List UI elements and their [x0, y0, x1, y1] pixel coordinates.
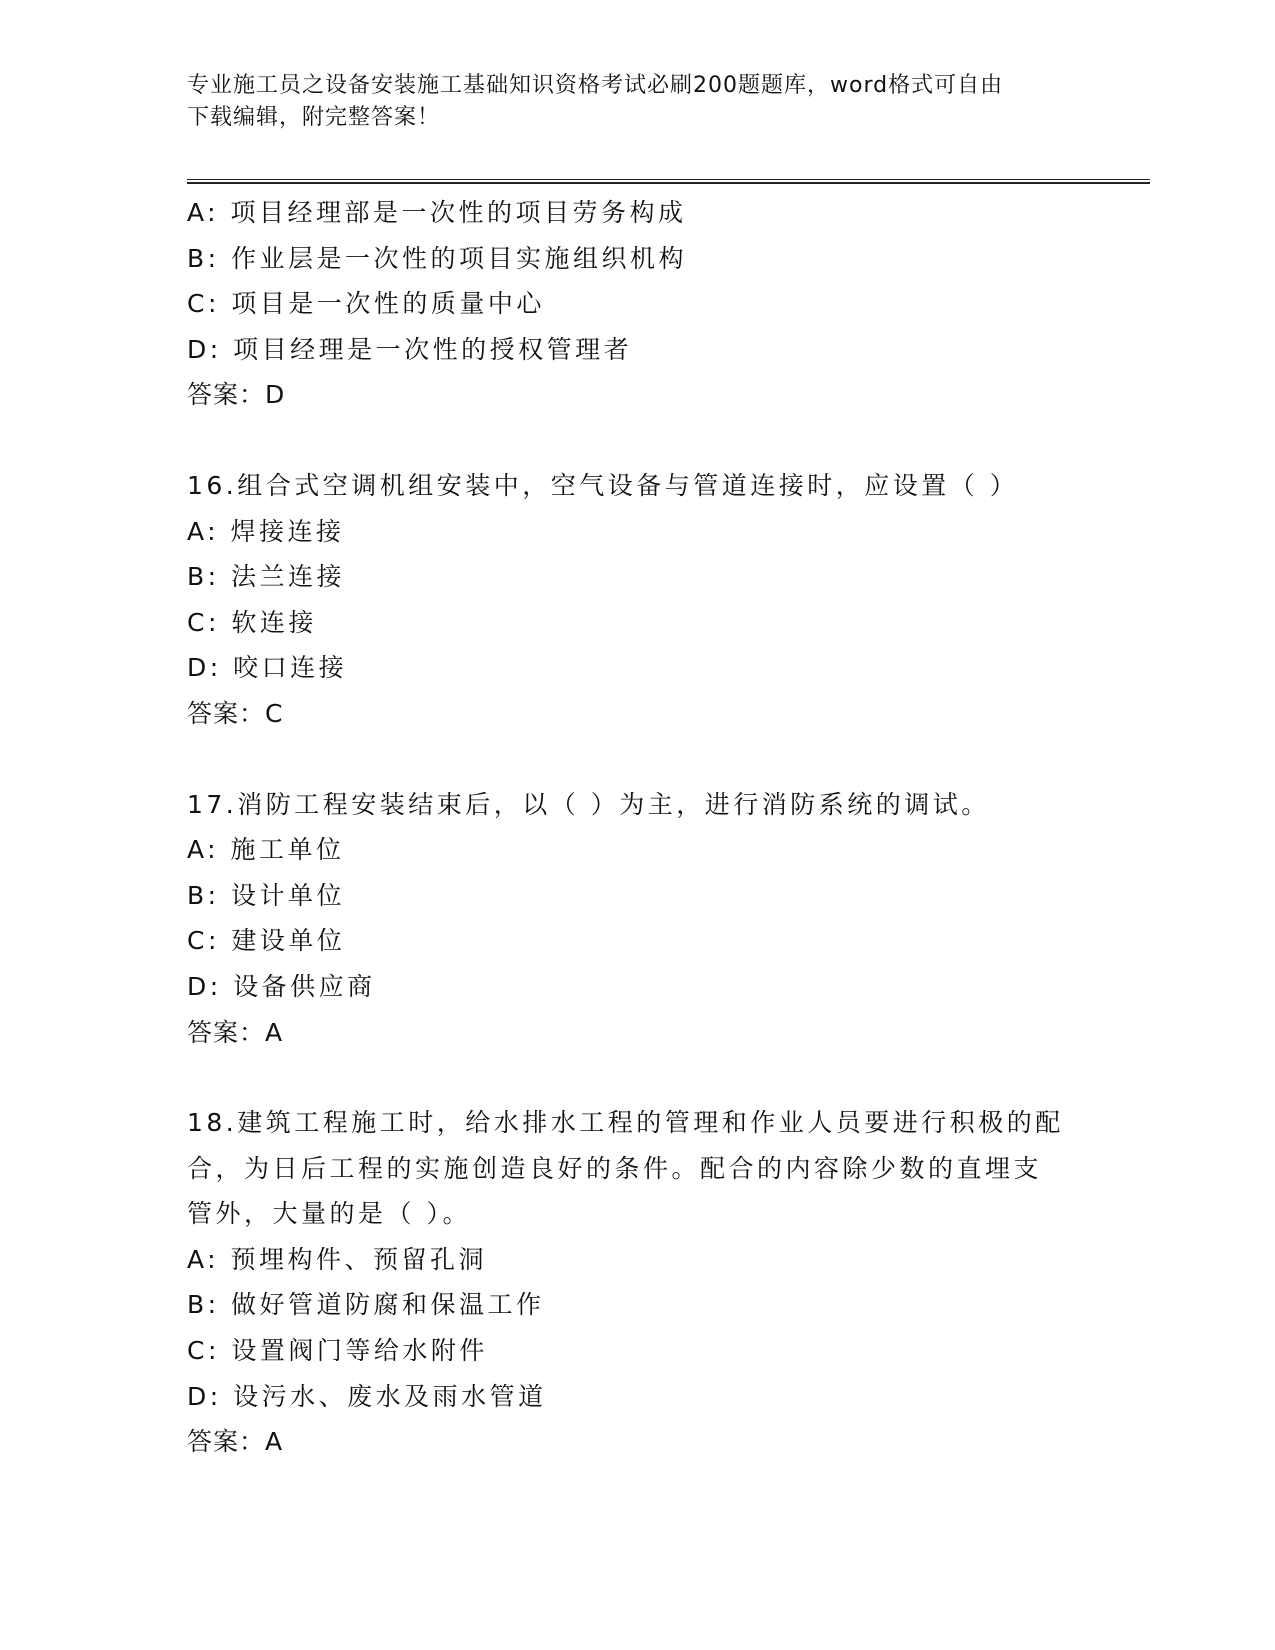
answer-line: 答案：A	[187, 1427, 284, 1457]
option-d: D: 设污水、废水及雨水管道	[187, 1381, 547, 1411]
spacer	[187, 737, 1087, 782]
option-c: C: 建设单位	[187, 926, 346, 956]
spacer	[187, 418, 1087, 463]
option-b: B: 设计单位	[187, 880, 346, 910]
option-a: A: 施工单位	[187, 835, 345, 865]
header-title-line-2: 下载编辑，附完整答案！	[187, 105, 441, 130]
option-a: A: 项目经理部是一次性的项目劳务构成	[187, 198, 687, 227]
header-title-line-1: 专业施工员之设备安装施工基础知识资格考试必刷200题题库，word格式可自由	[187, 73, 1004, 98]
question-text-line-2: 合，为日后工程的实施创造良好的条件。配合的内容除少数的直埋支	[187, 1153, 1043, 1183]
option-d: D: 咬口连接	[187, 653, 348, 683]
option-c: C: 软连接	[187, 607, 317, 637]
option-b: B: 作业层是一次性的项目实施组织机构	[187, 243, 688, 273]
option-c: C: 设置阀门等给水附件	[187, 1336, 488, 1366]
header-rule-thick	[187, 182, 1150, 184]
answer-line: 答案：C	[187, 698, 284, 728]
question-text: 17.消防工程安装结束后，以（ ）为主，进行消防系统的调试。	[187, 789, 990, 819]
option-b: B: 做好管道防腐和保温工作	[187, 1290, 545, 1320]
question-text-line-3: 管外，大量的是（ ）。	[187, 1199, 471, 1229]
option-d: D: 项目经理是一次性的授权管理者	[187, 334, 633, 364]
option-d: D: 设备供应商	[187, 971, 376, 1001]
answer-line: 答案：A	[187, 1017, 284, 1047]
question-block-continued	[187, 190, 1087, 418]
question-block-16	[187, 463, 1087, 737]
question-text: 16.组合式空调机组安装中，空气设备与管道连接时，应设置（ ）	[187, 470, 1019, 500]
option-a: A: 预埋构件、预留孔洞	[187, 1244, 488, 1274]
option-a: A: 焊接连接	[187, 516, 345, 546]
question-block-17	[187, 782, 1087, 1056]
option-c: C: 项目是一次性的质量中心	[187, 289, 545, 319]
answer-line: 答案：D	[187, 380, 286, 410]
document-header	[187, 70, 1067, 134]
question-list	[187, 190, 1087, 1465]
option-b: B: 法兰连接	[187, 562, 346, 592]
question-block-18	[187, 1100, 1087, 1465]
question-text-line-1: 18.建筑工程施工时，给水排水工程的管理和作业人员要进行积极的配	[187, 1108, 1064, 1138]
spacer	[187, 1055, 1087, 1100]
header-rule-thin	[187, 179, 1150, 180]
